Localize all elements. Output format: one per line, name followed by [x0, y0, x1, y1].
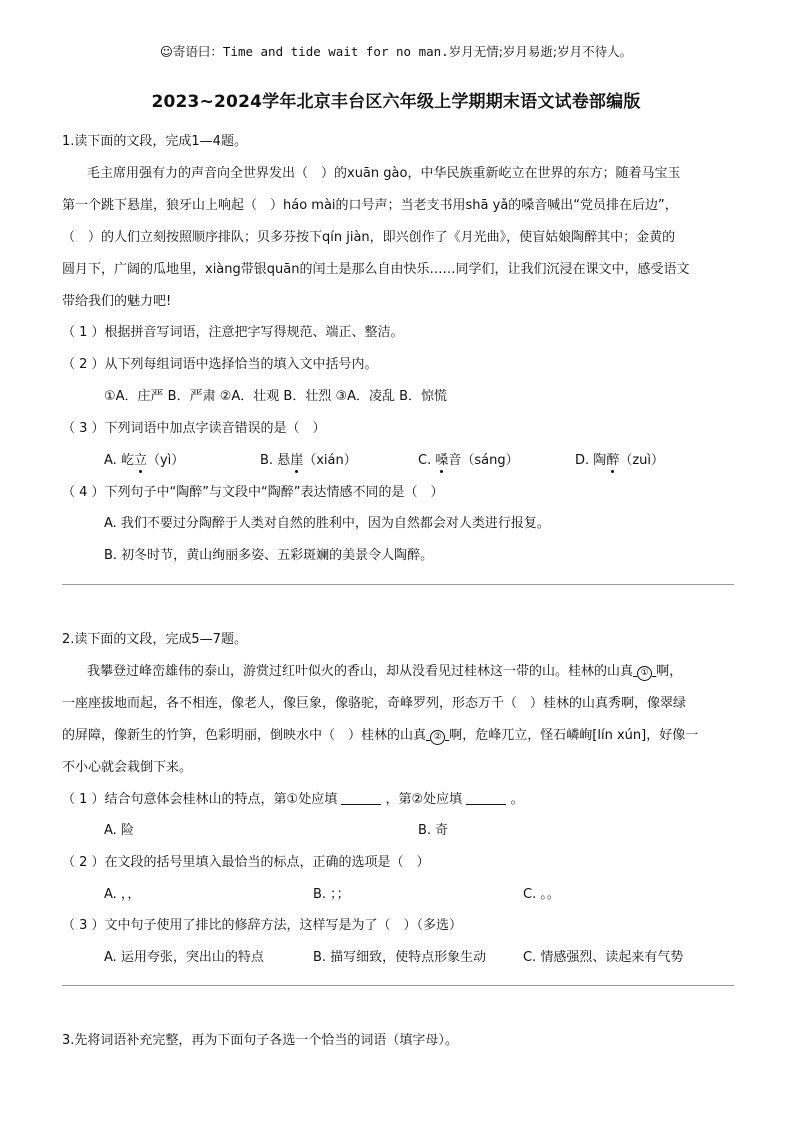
page-title: 2023~2024学年北京丰台区六年级上学期期末语文试卷部编版 [151, 92, 641, 112]
q2-sub2: （ 2 ）在文段的括号里填入最恰当的标点，正确的选项是（ ） [62, 855, 430, 870]
q1-sub3-option-c: C. 嗓音（sáng） [418, 449, 519, 468]
q2-sub1-option-b: B. 奇 [418, 823, 449, 838]
answer-blank-2[interactable] [466, 792, 506, 805]
answer-blank-1[interactable] [341, 792, 381, 805]
q1-sub4: （ 4 ）下列句子中“陶醉”与文段中“陶醉”表达情感不同的是（ ） [62, 485, 444, 500]
q1-sub4-option-a: A. 我们不要过分陶醉于人类对自然的胜利中，因为自然都会对人类进行报复。 [104, 516, 550, 531]
q1-sub4-option-b: B. 初冬时节，黄山绚丽多姿、五彩斑斓的美景令人陶醉。 [104, 548, 434, 563]
q2-sub2-option-c: C. 。。 [523, 887, 560, 902]
q1-sub3-option-b: B. 悬崖（xián） [260, 449, 357, 468]
q2-sub3-option-a: A. 运用夸张，突出山的特点 [104, 950, 264, 965]
q1-passage-line-2: 第一个跳下悬崖，狼牙山上响起（ ）háo mài的口号声；当老支书用shā yǎ的嗓音喊出“党员排在后边”， [62, 198, 678, 213]
q2-sub3-option-b: B. 描写细致，使特点形象生动 [313, 950, 487, 965]
q1-sub3-option-d: D. 陶醉（zuì） [575, 449, 664, 468]
q1-sub2: （ 2 ）从下列每组词语中选择恰当的填入文中括号内。 [62, 357, 378, 372]
q1-sub1: （ 1 ）根据拼音写词语，注意把字写得规范、端正、整洁。 [62, 325, 404, 340]
q2-sub3-option-c: C. 情感强烈、读起来有气势 [523, 950, 684, 965]
divider [62, 584, 734, 585]
q2-sub3: （ 3 ）文中句子使用了排比的修辞方法，这样写是为了（ ）（多选） [62, 918, 463, 933]
motto [0, 42, 792, 60]
q2-sub2-option-a: A. ，， [104, 887, 141, 902]
q1-passage-line-4: 圆月下，广阔的瓜地里，xiàng带银quān的闰土是那么自由快乐……同学们，让我们沉浸在课文中，感受语文 [62, 262, 690, 277]
q1-sub3-option-a: A. 屹立（yì） [104, 449, 184, 468]
q2-passage-line-1: 我攀登过峰峦雄伟的泰山，游赏过红叶似火的香山，却从没看见过桂林这一带的山。桂林的山真 ① 啊， [87, 664, 683, 679]
q1-sub3: （ 3 ）下列词语中加点字读音错误的是（ ） [62, 421, 326, 436]
blank-marker-2: ② [430, 730, 445, 745]
motto-prefix: ☺寄语曰： [159, 44, 223, 59]
motto-english: Time and tide wait for no man. [222, 44, 449, 59]
blank-marker-1: ① [637, 666, 652, 681]
q2-sub1-option-a: A. 险 [104, 823, 134, 838]
motto-chinese: 岁月无情;岁月易逝;岁月不待人。 [448, 44, 633, 59]
q2-sub1: （ 1 ）结合句意体会桂林山的特点，第①处应填 ，第②处应填 。 [62, 792, 524, 807]
q2-passage-line-3: 的屏障，像新生的竹笋，色彩明丽，倒映水中（ ）桂林的山真 ② 啊，危峰兀立，怪石嶙峋[lín xún]，好像一 [62, 728, 699, 743]
q2-passage-line-4: 不小心就会栽倒下来。 [62, 760, 193, 775]
q1-sub2-options: ①A．庄严 B．严肃 ②A．壮观 B．壮烈 ③A．凌乱 B．惊慌 [104, 389, 448, 404]
divider [62, 985, 734, 986]
q2-sub2-option-b: B. ；； [313, 887, 350, 902]
q2-passage-line-2: 一座座拔地而起，各不相连，像老人，像巨象，像骆驼，奇峰罗列，形态万千（ ）桂林的山真秀啊，像翠绿 [62, 696, 687, 711]
q1-passage-line-3: （ ）的人们立刻按照顺序排队；贝多芬按下qín jiàn，即兴创作了《月光曲》，使盲姑娘陶醉其中；金黄的 [62, 230, 676, 245]
q1-passage-line-5: 带给我们的魅力吧! [62, 294, 172, 309]
q3-heading: 3.先将词语补充完整，再为下面句子各选一个恰当的词语（填字母）。 [62, 1033, 458, 1048]
q1-heading: 1.读下面的文段，完成1—4题。 [62, 134, 247, 149]
q1-passage-line-1: 毛主席用强有力的声音向全世界发出（ ）的xuān gào，中华民族重新屹立在世界的东方；随着马宝玉 [87, 166, 681, 181]
q2-heading: 2.读下面的文段，完成5—7题。 [62, 632, 247, 647]
